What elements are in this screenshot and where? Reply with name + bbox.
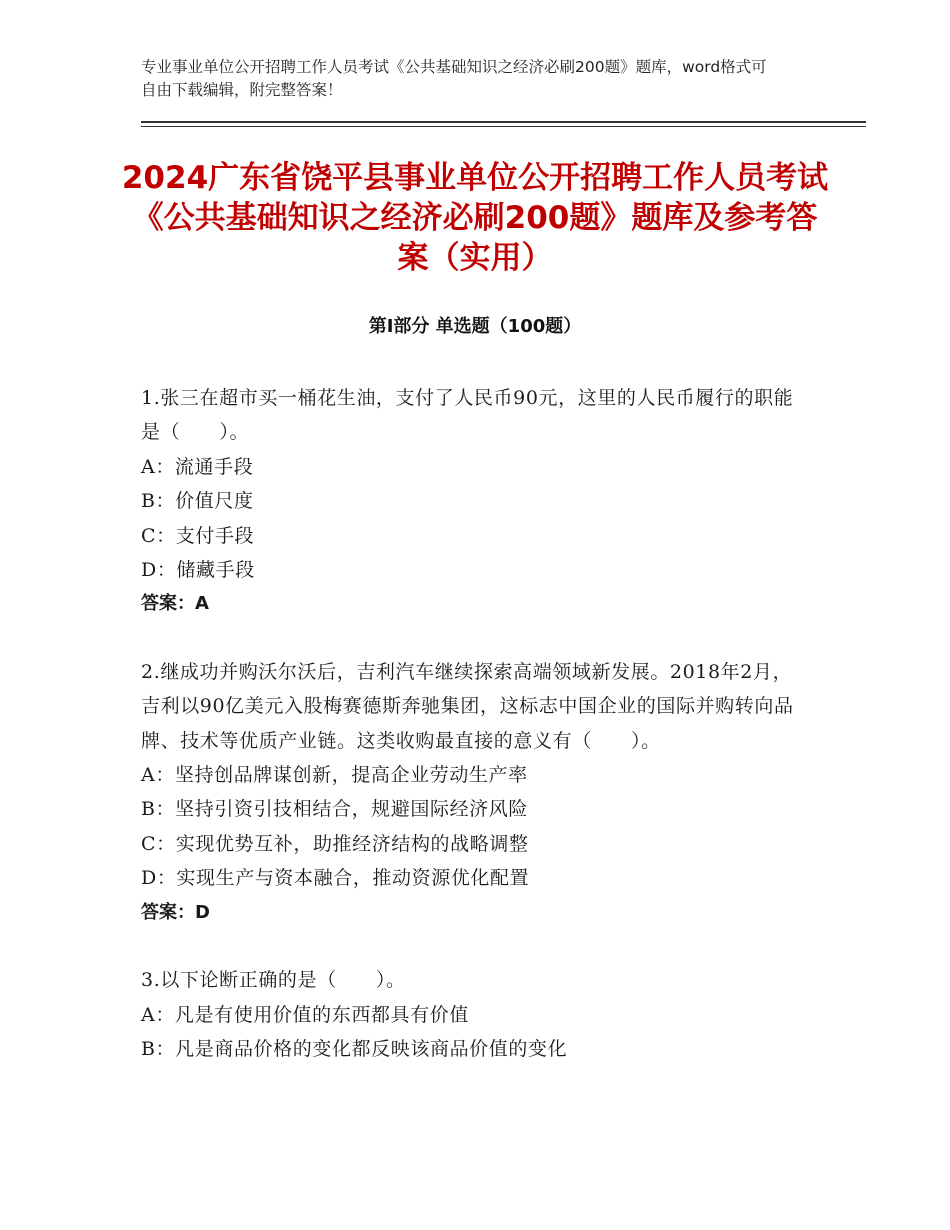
option-b: B：坚持引资引技相结合，规避国际经济风险	[141, 798, 528, 821]
answer: 答案：D	[141, 901, 210, 923]
option-c: C：实现优势互补，助推经济结构的战略调整	[141, 832, 529, 855]
option-c: C：支付手段	[141, 524, 255, 547]
header-note: 专业事业单位公开招聘工作人员考试《公共基础知识之经济必刷200题》题库，word格式可自由下载编辑，附完整答案！	[141, 58, 767, 99]
option-d: D：储藏手段	[141, 559, 255, 582]
section-title: 第Ⅰ部分 单选题（100题）	[368, 316, 582, 337]
question-list	[141, 381, 806, 1099]
option-b: B：凡是商品价格的变化都反映该商品价值的变化	[141, 1037, 568, 1060]
document-title: 2024广东省饶平县事业单位公开招聘工作人员考试《公共基础知识之经济必刷200题》题库及参考答案（实用）	[121, 160, 829, 276]
header-rule-thick	[141, 121, 866, 123]
option-a: A：流通手段	[141, 455, 254, 478]
question-3	[141, 963, 806, 1066]
option-d: D：实现生产与资本融合，推动资源优化配置	[141, 867, 530, 890]
question-1	[141, 381, 806, 622]
header-rule-thin	[141, 126, 866, 127]
question-stem: 1.张三在超市买一桶花生油，支付了人民币90元，这里的人民币履行的职能是（ ）。	[141, 387, 794, 444]
question-stem: 2.继成功并购沃尔沃后，吉利汽车继续探索高端领域新发展。2018年2月，吉利以90亿美元入股梅赛德斯奔驰集团，这标志中国企业的国际并购转向品牌、技术等优质产业链。这类收购最直接的意义有（ ）。	[141, 660, 794, 752]
option-a: A：凡是有使用价值的东西都具有价值	[141, 1003, 469, 1026]
answer: 答案：A	[141, 593, 209, 615]
question-2	[141, 655, 806, 930]
option-a: A：坚持创品牌谋创新，提高企业劳动生产率	[141, 764, 528, 787]
option-b: B：价值尺度	[141, 490, 254, 513]
question-stem: 3.以下论断正确的是（ ）。	[141, 969, 406, 992]
